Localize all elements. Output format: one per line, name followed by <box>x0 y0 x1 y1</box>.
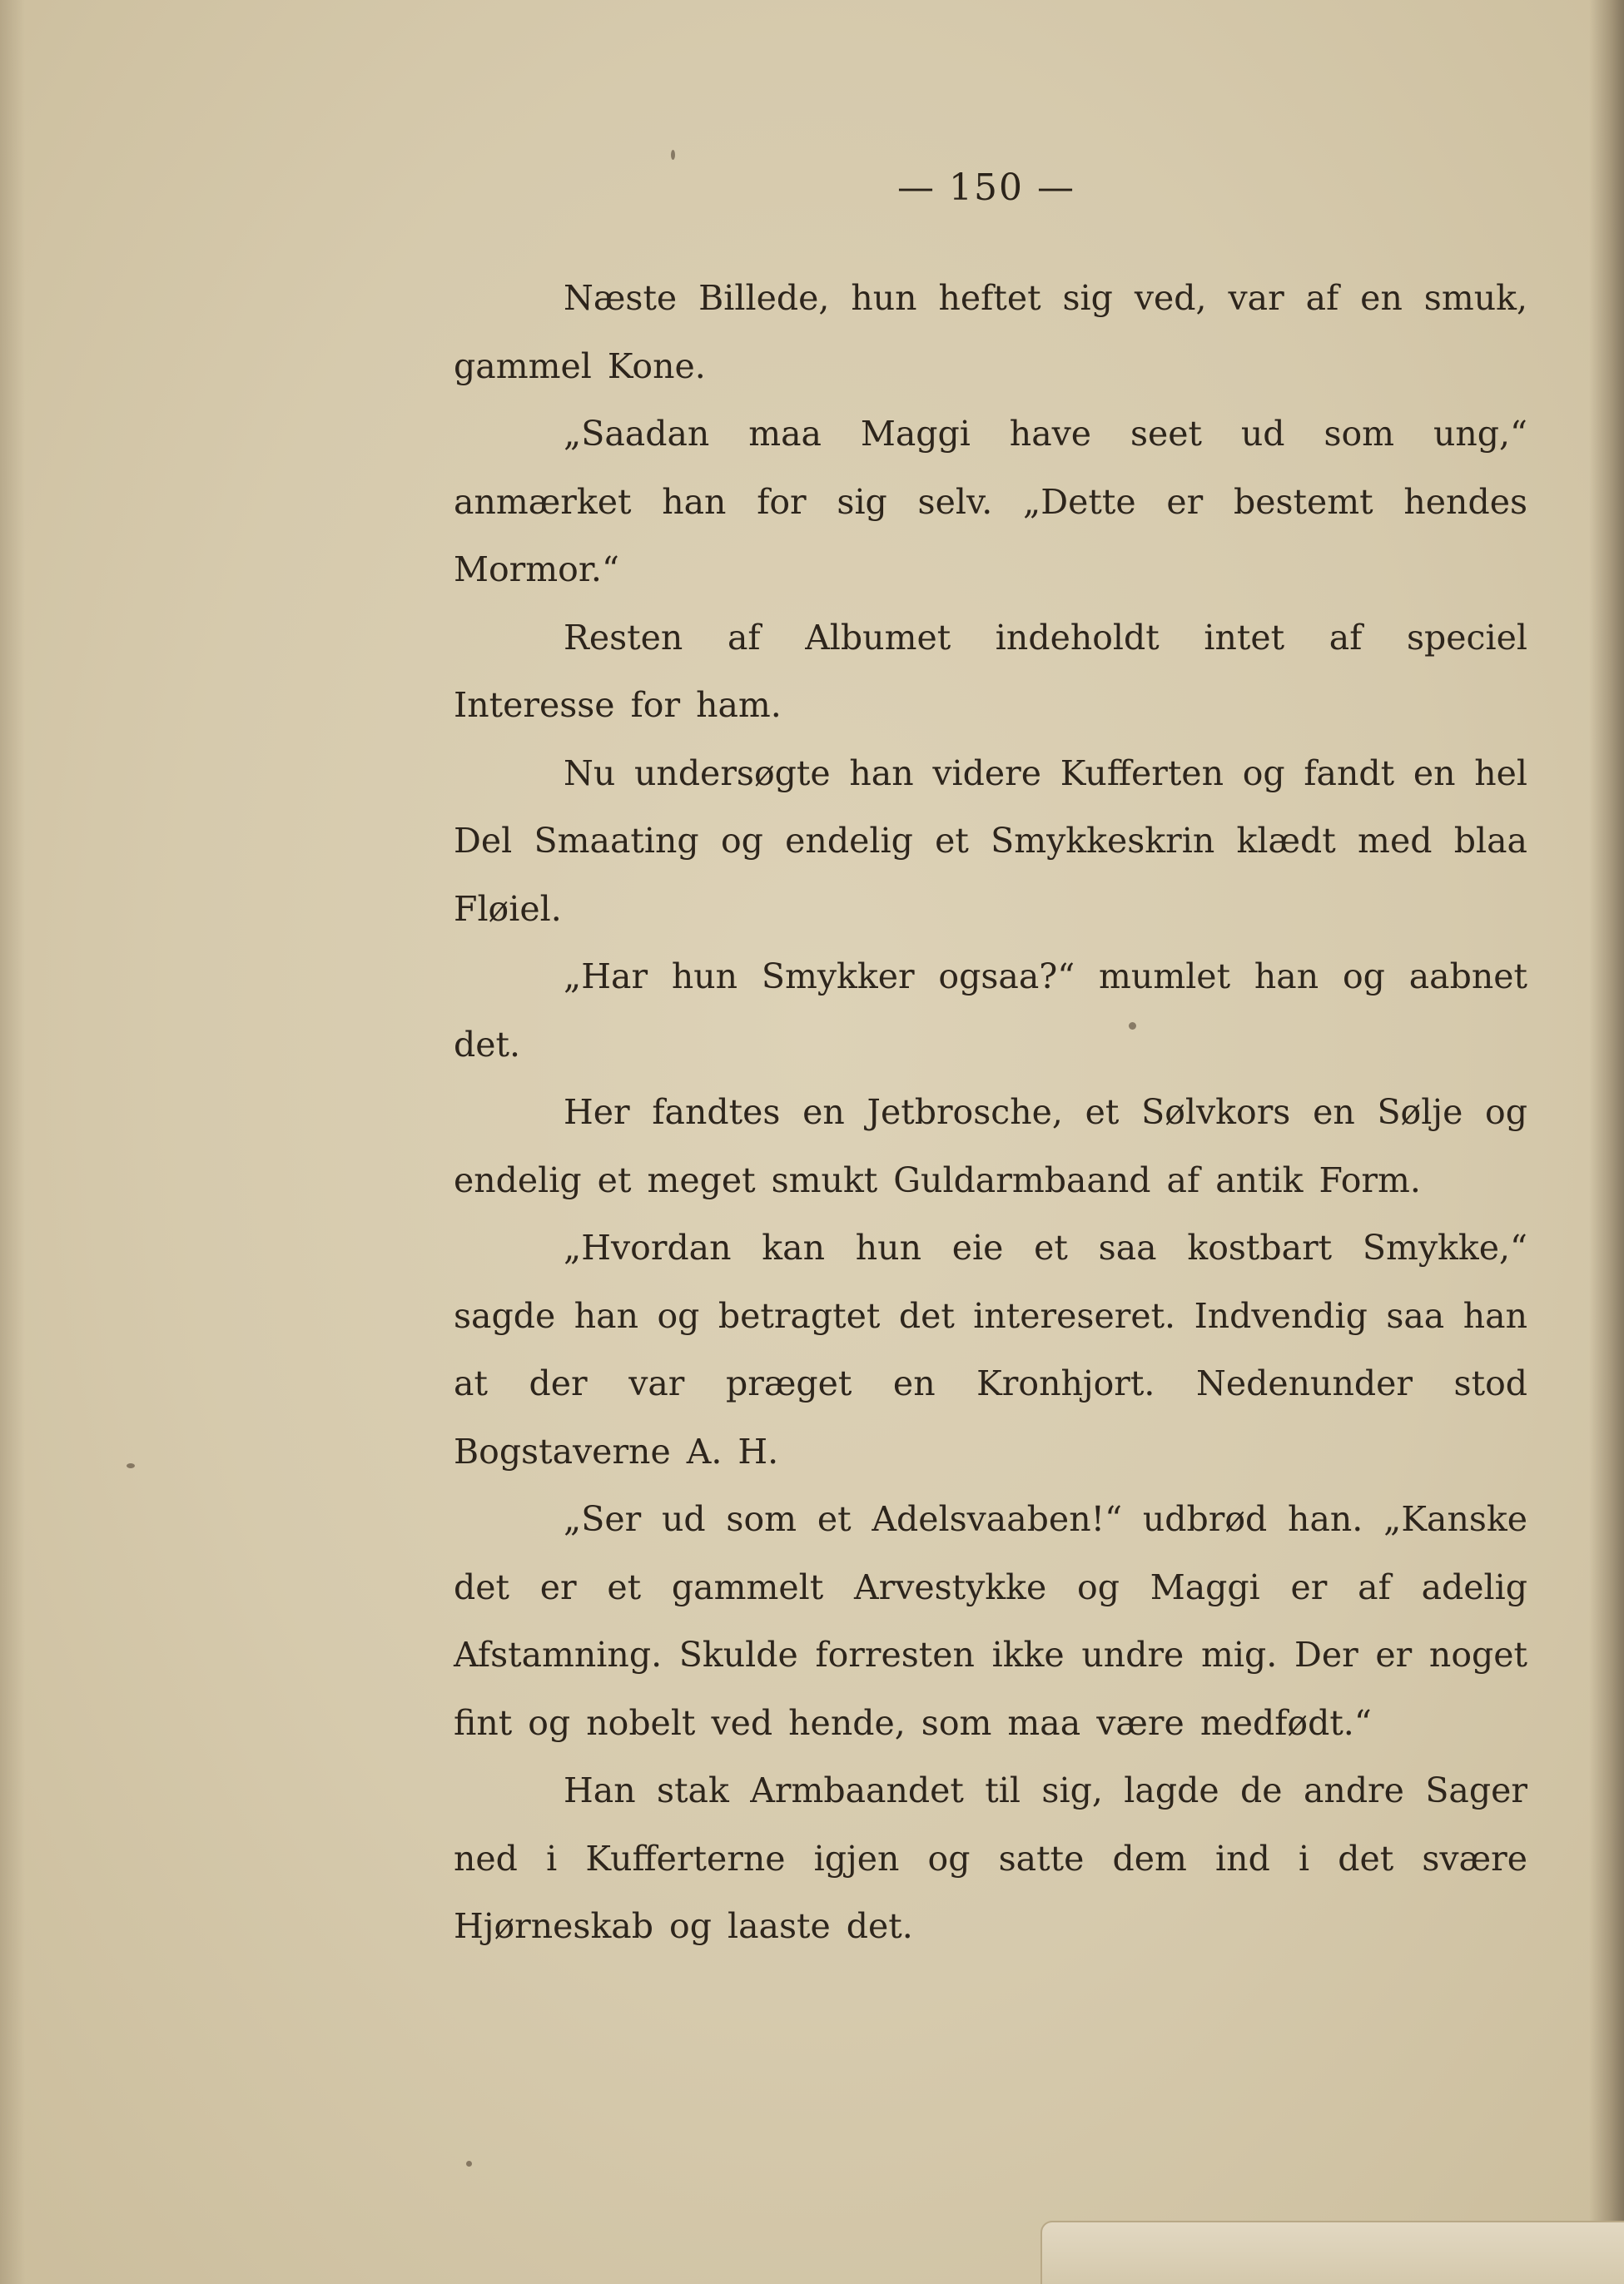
paragraph: „Ser ud som et Adelsvaaben!“ udbrød han. „Kanske det er et gammelt Arvestykke og Maggi er af adelig Afstamning. Skulde forresten ikke undre mig. Der er noget fint og nobelt ved hende, som maa være medfødt.“ <box>454 1499 1527 1743</box>
paper-speck <box>671 150 675 160</box>
paragraph: „Saadan maa Maggi have seet ud som ung,“ anmærket han for sig selv. „Dette er bestemt hendes Mormor.“ <box>454 414 1527 589</box>
paper-speck <box>127 1463 135 1468</box>
paragraph: „Har hun Smykker ogsaa?“ mumlet han og aabnet det. <box>454 956 1527 1065</box>
paragraph: Han stak Armbaandet til sig, lagde de andre Sager ned i Kufferterne igjen og satte dem ind i det svære Hjørneskab og laaste det. <box>454 1770 1527 1946</box>
paragraph: Resten af Albumet indeholdt intet af speciel Interesse for ham. <box>454 617 1527 725</box>
paper-speck <box>1129 1022 1136 1030</box>
page-corner-fold <box>1040 2221 1624 2284</box>
paragraph: Nu undersøgte han videre Kufferten og fandt en hel Del Smaating og endelig et Smykkeskrin klædt med blaa Fløiel. <box>454 752 1527 929</box>
body-text <box>454 265 1527 1961</box>
page-number: — 150 — <box>897 166 1075 209</box>
paper-speck <box>466 2161 472 2167</box>
paragraph: Her fandtes en Jetbrosche, et Sølvkors en Sølje og endelig et meget smukt Guldarmbaand af antik Form. <box>454 1092 1527 1200</box>
paragraph: Næste Billede, hun heftet sig ved, var af en smuk, gammel Kone. <box>454 278 1527 386</box>
page-left-edge-shadow <box>0 0 25 2284</box>
paragraph: „Hvordan kan hun eie et saa kostbart Smykke,“ sagde han og betragtet det intereseret. Indvendig saa han at der var præget en Kronhjort. Nedenunder stod Bogstaverne A. H. <box>454 1228 1527 1472</box>
page-right-edge-shadow <box>1589 0 1624 2284</box>
